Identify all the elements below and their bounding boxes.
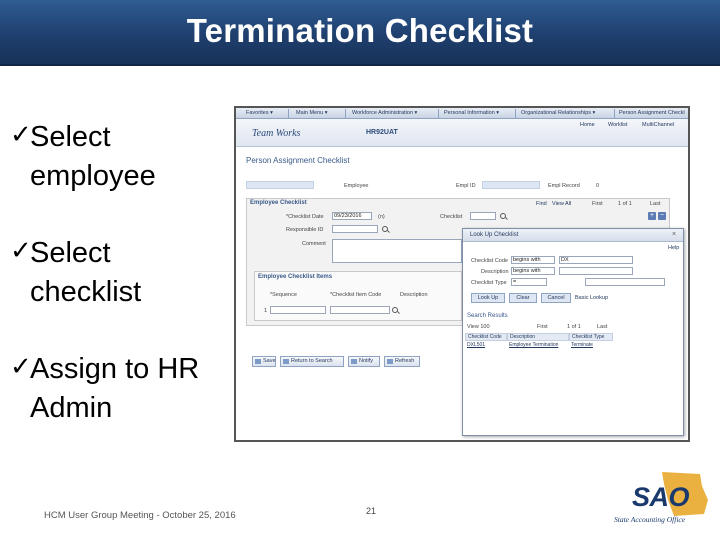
delete-row-button[interactable]: − xyxy=(659,212,665,219)
checklist-type-select[interactable] xyxy=(585,278,665,286)
checkmark-icon: ✓ xyxy=(10,120,32,150)
bullet-select-employee xyxy=(10,118,230,198)
desc-operator-select[interactable]: begins with xyxy=(511,267,555,275)
description-input[interactable] xyxy=(559,267,633,275)
refresh-icon xyxy=(387,359,393,364)
checklist-label: Checklist xyxy=(440,214,463,220)
bullet-line: Admin xyxy=(30,392,113,424)
notify-icon xyxy=(351,359,357,364)
employee-label: Employee xyxy=(344,183,369,189)
view-100-link[interactable]: View 100 xyxy=(467,324,490,330)
bullet-assign-hr-admin xyxy=(10,350,230,430)
row-sequence: 1 xyxy=(264,308,268,314)
checklist-code-label: Checklist Code xyxy=(471,258,508,264)
col-checklist-code: Checklist Code xyxy=(465,333,507,341)
worklist-link[interactable]: Worklist xyxy=(608,122,628,128)
bullet-line: Assign to HR xyxy=(30,353,200,385)
notify-button[interactable]: Notify xyxy=(348,356,380,367)
row-counter: 1 of 1 xyxy=(618,201,632,207)
basic-lookup-link[interactable]: Basic Lookup xyxy=(575,295,609,301)
sao-logo xyxy=(604,470,714,532)
nav-separator xyxy=(614,109,615,118)
first-label: First xyxy=(537,324,548,330)
col-sequence: *Sequence xyxy=(270,292,297,298)
items-title: Employee Checklist Items xyxy=(258,274,333,280)
cancel-button[interactable]: Cancel xyxy=(541,293,571,303)
section-title: Employee Checklist xyxy=(250,200,307,206)
checklist-code-input[interactable]: DX xyxy=(559,256,633,264)
logo-wordmark: SAO xyxy=(632,482,690,512)
nav-bar xyxy=(236,108,688,119)
multichannel-link[interactable]: MultiChannel xyxy=(642,122,675,128)
checkmark-icon: ✓ xyxy=(10,352,32,382)
nav-main-menu[interactable]: Main Menu ▾ xyxy=(296,110,328,116)
employee-name-field xyxy=(246,181,314,189)
result-description-link[interactable]: Employee Termination xyxy=(509,342,559,348)
app-screenshot xyxy=(234,106,690,442)
checklist-type-label: Checklist Type xyxy=(471,280,507,286)
first-label: First xyxy=(592,201,603,207)
calendar-icon[interactable]: (n) xyxy=(378,214,385,220)
bullet-select-checklist xyxy=(10,234,230,314)
search-icon[interactable] xyxy=(392,307,398,313)
look-up-button[interactable]: Look Up xyxy=(471,293,505,303)
empl-id-label: Empl ID xyxy=(456,183,476,189)
empl-record-value: 0 xyxy=(596,183,600,189)
col-description: Description xyxy=(400,292,428,298)
checklist-input[interactable] xyxy=(470,212,496,220)
return-icon xyxy=(283,359,289,364)
empl-id-field xyxy=(482,181,540,189)
responsible-id-input[interactable] xyxy=(332,225,378,233)
nav-person-assignment[interactable]: Person Assignment Checkl xyxy=(619,110,685,116)
return-to-search-button[interactable]: Return to Search xyxy=(280,356,344,367)
home-link[interactable]: Home xyxy=(580,122,595,128)
slide-title: Termination Checklist xyxy=(186,12,534,49)
nav-separator xyxy=(438,109,439,118)
nav-organizational-relationships[interactable]: Organizational Relationships ▾ xyxy=(521,110,596,116)
col-item-code: *Checklist Item Code xyxy=(330,292,382,298)
database-name: HR92UAT xyxy=(366,129,398,136)
bullet-line: checklist xyxy=(30,276,142,308)
code-operator-select[interactable]: begins with xyxy=(511,256,555,264)
empl-record-label: Empl Record xyxy=(548,183,580,189)
item-code-input[interactable] xyxy=(330,306,390,314)
footer-text: HCM User Group Meeting - October 25, 2016 xyxy=(44,510,236,521)
clear-button[interactable]: Clear xyxy=(509,293,537,303)
description-label: Description xyxy=(481,269,509,275)
nav-workforce-administration[interactable]: Workforce Administration ▾ xyxy=(352,110,418,116)
help-link[interactable]: Help xyxy=(668,245,680,251)
search-icon[interactable] xyxy=(382,226,388,232)
last-label: Last xyxy=(597,324,608,330)
nav-separator xyxy=(345,109,346,118)
responsible-id-label: Responsible ID xyxy=(286,227,324,233)
nav-favorites[interactable]: Favorites ▾ xyxy=(246,110,273,116)
view-all-link[interactable]: View All xyxy=(552,201,572,207)
nav-separator xyxy=(515,109,516,118)
logo-subtitle: State Accounting Office xyxy=(614,515,686,524)
col-checklist-type: Checklist Type xyxy=(569,333,613,341)
find-link[interactable]: Find xyxy=(536,201,547,207)
close-icon[interactable]: × xyxy=(672,231,677,238)
slide-header xyxy=(0,0,720,66)
nav-separator xyxy=(288,109,289,118)
bullet-line: Select xyxy=(30,237,111,269)
result-code-link[interactable]: DXL501 xyxy=(467,342,486,348)
brand-bar xyxy=(236,119,688,147)
result-counter: 1 of 1 xyxy=(567,324,581,330)
page-title: Person Assignment Checklist xyxy=(246,156,350,165)
result-type-link[interactable]: Terminate xyxy=(571,342,593,348)
checklist-date-label: *Checklist Date xyxy=(286,214,324,220)
refresh-button[interactable]: Refresh xyxy=(384,356,420,367)
add-row-button[interactable]: + xyxy=(649,212,655,219)
dialog-header xyxy=(463,229,683,242)
lookup-dialog xyxy=(462,228,684,436)
checkmark-icon: ✓ xyxy=(10,236,32,266)
last-label: Last xyxy=(650,201,661,207)
sequence-input[interactable] xyxy=(270,306,326,314)
comment-textarea[interactable] xyxy=(332,239,462,263)
search-results-title: Search Results xyxy=(467,313,508,319)
search-icon[interactable] xyxy=(500,213,506,219)
save-icon xyxy=(255,359,261,364)
brand-logo: Team Works xyxy=(252,128,301,139)
dialog-title: Look Up Checklist xyxy=(470,232,519,238)
save-button[interactable]: Save xyxy=(252,356,276,367)
checklist-date-input[interactable]: 09/23/2016 xyxy=(332,212,372,220)
bullet-line: Select xyxy=(30,121,111,153)
nav-personal-information[interactable]: Personal Information ▾ xyxy=(444,110,500,116)
type-operator-select[interactable]: = xyxy=(511,278,547,286)
comment-label: Comment xyxy=(302,241,326,247)
col-description: Description xyxy=(507,333,569,341)
page-number: 21 xyxy=(366,506,377,516)
bullet-line: employee xyxy=(30,160,156,192)
